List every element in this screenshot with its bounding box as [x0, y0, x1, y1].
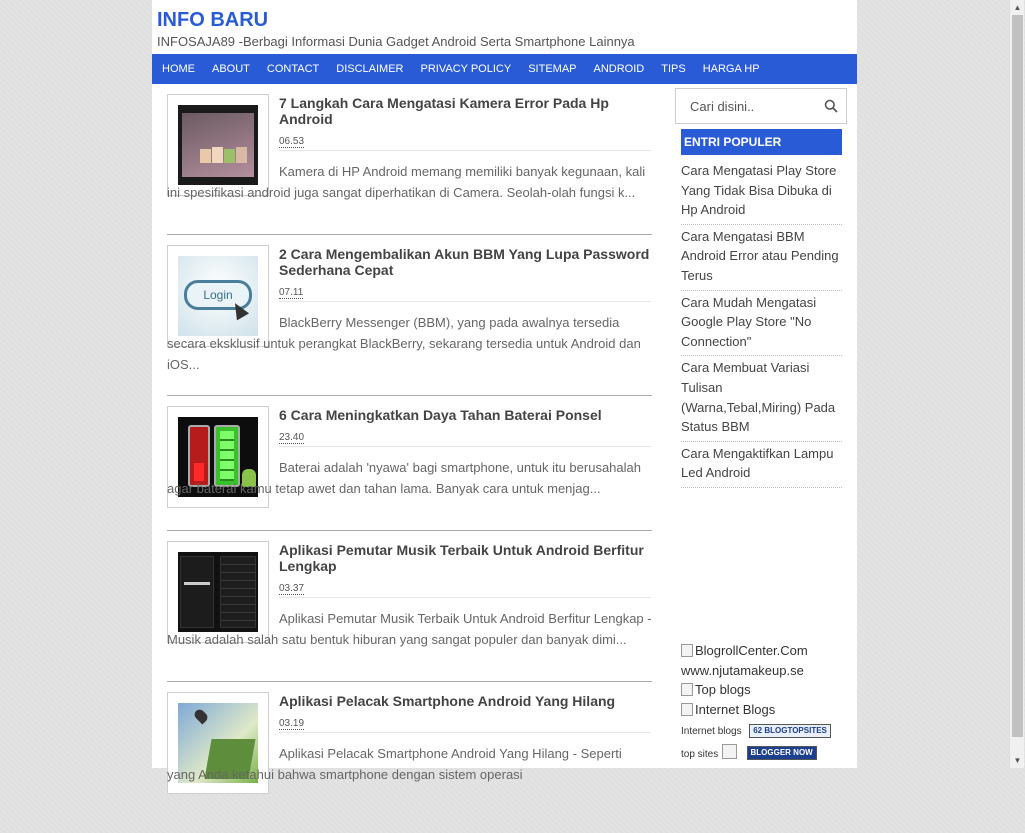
- site-description: INFOSAJA89 -Berbagi Informasi Dunia Gadget Android Serta Smartphone Lainnya: [157, 34, 635, 49]
- post-excerpt: Aplikasi Pelacak Smartphone Android Yang Hilang - Seperti yang Anda ketahui bahwa smartphone dengan sistem operasi: [167, 746, 622, 782]
- post-timestamp: [279, 432, 651, 447]
- login-image: Login: [178, 256, 258, 336]
- post-item: [167, 541, 652, 682]
- nav-bar: [152, 54, 857, 84]
- timestamp-text[interactable]: 07.11: [279, 287, 304, 298]
- site-header: [152, 0, 857, 54]
- scroll-down-icon[interactable]: ▼: [1013, 756, 1022, 765]
- nav-tips[interactable]: TIPS: [661, 63, 686, 75]
- broken-image-icon: [681, 703, 693, 716]
- page: [152, 0, 857, 782]
- broken-image-icon: [681, 683, 693, 696]
- blogroll-text: Internet Blogs: [695, 701, 776, 717]
- broken-image-icon: [722, 744, 737, 759]
- post-title[interactable]: 6 Cara Meningkatkan Daya Tahan Baterai Ponsel: [279, 407, 602, 423]
- blogroll-text: Top blogs: [695, 682, 751, 697]
- post-title[interactable]: Aplikasi Pelacak Smartphone Android Yang Hilang: [279, 693, 616, 709]
- vertical-scrollbar[interactable]: [1009, 0, 1024, 768]
- post-item: [167, 94, 652, 235]
- internet-blogs-label[interactable]: Internet blogs: [681, 726, 742, 737]
- topsites-row: [681, 743, 847, 765]
- popular-posts-list: [681, 159, 842, 488]
- scroll-thumb[interactable]: [1012, 15, 1023, 737]
- nav-privacy-policy[interactable]: PRIVACY POLICY: [420, 63, 512, 75]
- post-timestamp: [279, 136, 651, 151]
- blogroll-widget: [681, 641, 847, 764]
- popular-item[interactable]: Cara Mengaktifkan Lampu Led Android: [681, 442, 842, 488]
- post-timestamp: [279, 583, 651, 598]
- blogroll-text: BlogrollCenter.Com: [695, 643, 808, 658]
- nav-android[interactable]: ANDROID: [593, 63, 645, 75]
- nav-sitemap[interactable]: SITEMAP: [528, 63, 577, 75]
- nav-about[interactable]: ABOUT: [212, 63, 250, 75]
- blogtopsites-row: [681, 720, 847, 742]
- timestamp-text[interactable]: 23.40: [279, 432, 305, 443]
- post-timestamp: [279, 718, 651, 733]
- popular-item[interactable]: Cara Mudah Mengatasi Google Play Store "No Connection": [681, 291, 842, 357]
- scroll-up-icon[interactable]: ▲: [1013, 3, 1022, 12]
- post-excerpt: Kamera di HP Android memang memiliki banyak kegunaan, kali ini spesifikasi android juga sangat diperhatikan di Camera. Seolah-olah fungsi k...: [167, 164, 646, 200]
- blogroll-link[interactable]: [681, 680, 847, 700]
- search-box: [675, 88, 847, 124]
- popular-posts-heading: ENTRI POPULER: [681, 129, 842, 155]
- site-title[interactable]: INFO BARU: [157, 9, 269, 31]
- search-input[interactable]: [690, 99, 810, 114]
- sidebar: [675, 88, 847, 760]
- popular-item[interactable]: Cara Mengatasi Play Store Yang Tidak Bisa Dibuka di Hp Android: [681, 159, 842, 225]
- blogtopsites-badge[interactable]: 62 BLOGTOPSITES: [749, 724, 831, 738]
- post-title[interactable]: Aplikasi Pemutar Musik Terbaik Untuk Android Berfitur Lengkap: [279, 542, 644, 574]
- timestamp-text[interactable]: 03.19: [279, 718, 305, 729]
- search-icon[interactable]: [816, 89, 846, 123]
- nav-harga-hp[interactable]: HARGA HP: [702, 63, 760, 75]
- timestamp-text[interactable]: 03.37: [279, 583, 305, 594]
- blogroll-link[interactable]: [681, 641, 847, 661]
- post-title[interactable]: 7 Langkah Cara Mengatasi Kamera Error Pada Hp Android: [279, 95, 609, 127]
- nav-home[interactable]: HOME: [162, 63, 195, 75]
- post-item: [167, 245, 652, 396]
- post-list: [167, 94, 652, 833]
- broken-image-icon: [681, 644, 693, 657]
- blogger-now-badge[interactable]: BLOGGER NOW: [747, 746, 817, 760]
- post-excerpt: BlackBerry Messenger (BBM), yang pada awalnya tersedia secara eksklusif untuk perangkat BlackBerry, sekarang tersedia untuk Android dan iOS...: [167, 315, 641, 372]
- popular-item[interactable]: Cara Membuat Variasi Tulisan (Warna,Tebal,Miring) Pada Status BBM: [681, 356, 842, 441]
- timestamp-text[interactable]: 06.53: [279, 136, 305, 147]
- nav-disclaimer[interactable]: DISCLAIMER: [336, 63, 404, 75]
- popular-item[interactable]: Cara Mengatasi BBM Android Error atau Pending Terus: [681, 225, 842, 291]
- post-title[interactable]: 2 Cara Mengembalikan Akun BBM Yang Lupa Password Sederhana Cepat: [279, 246, 650, 278]
- nav-contact[interactable]: CONTACT: [266, 63, 320, 75]
- post-excerpt: Baterai adalah 'nyawa' bagi smartphone, untuk itu berusahalah agar baterai kamu tetap awet dan tahan lama. Banyak cara untuk menjag...: [167, 460, 641, 496]
- blogroll-link[interactable]: www.njutamakeup.se: [681, 662, 804, 678]
- top-sites-label[interactable]: top sites: [681, 748, 719, 760]
- post-item: [167, 406, 652, 531]
- blogroll-link[interactable]: [681, 700, 847, 720]
- post-timestamp: [279, 287, 651, 302]
- post-excerpt: Aplikasi Pemutar Musik Terbaik Untuk Android Berfitur Lengkap - Musik adalah salah satu bentuk hiburan yang sangat populer dan banyak dimi...: [167, 611, 652, 647]
- post-item: [167, 692, 652, 833]
